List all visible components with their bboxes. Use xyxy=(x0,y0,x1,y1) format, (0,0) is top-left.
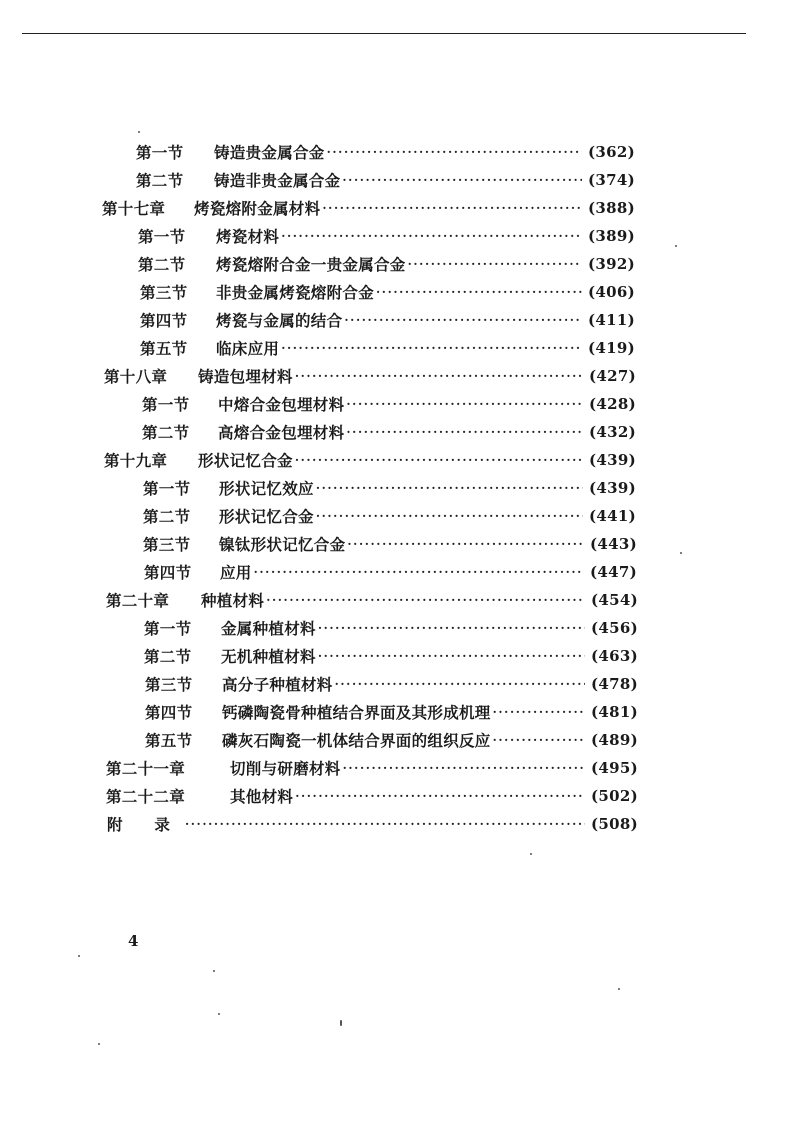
leader-dots xyxy=(295,782,585,810)
toc-entry-label: 第二十二章 xyxy=(106,787,186,806)
toc-entry-title: 形状记忆合金 xyxy=(198,451,293,470)
toc-entry xyxy=(145,670,638,698)
toc-entry-title: 非贵金属烤瓷熔附合金 xyxy=(216,283,375,302)
leader-dots xyxy=(346,418,583,446)
leader-dots xyxy=(493,698,585,726)
toc-entry-label: 第一节 xyxy=(142,395,190,414)
toc-entry-label: 第三节 xyxy=(145,675,193,694)
top-rule xyxy=(22,33,746,34)
leader-dots xyxy=(295,362,583,390)
scan-speck xyxy=(675,245,677,247)
toc-entry-title: 铸造非贵金属合金 xyxy=(214,171,341,190)
toc-entry xyxy=(144,558,637,586)
leader-dots xyxy=(185,810,585,838)
scan-speck xyxy=(530,853,532,855)
toc-entry-page: (411) xyxy=(587,311,635,329)
toc-entry-label: 第二节 xyxy=(138,255,186,274)
leader-dots xyxy=(343,754,585,782)
toc-entry xyxy=(138,222,635,250)
leader-dots xyxy=(327,138,582,166)
toc-entry-page: (454) xyxy=(590,591,638,609)
toc-entry-page: (439) xyxy=(588,479,636,497)
toc-entry xyxy=(140,334,635,362)
scan-speck xyxy=(213,970,215,972)
toc-entry-label: 第五节 xyxy=(140,339,188,358)
toc-entry-title: 高熔合金包埋材料 xyxy=(218,423,345,442)
toc-entry xyxy=(143,502,636,530)
leader-dots xyxy=(254,558,584,586)
toc-entry xyxy=(142,418,636,446)
toc-entry-page: (374) xyxy=(587,171,635,189)
toc-entry-label: 第十七章 xyxy=(102,199,166,218)
toc-appendix xyxy=(107,810,638,838)
scan-speck xyxy=(138,131,140,133)
toc-chapter xyxy=(106,782,638,810)
toc-entry xyxy=(140,306,635,334)
toc-entry-title: 应用 xyxy=(220,563,252,582)
toc-entry-page: (441) xyxy=(588,507,636,525)
toc-entry-page: (508) xyxy=(590,815,638,833)
toc-entry-label: 第十九章 xyxy=(104,451,168,470)
toc-entry-page: (419) xyxy=(587,339,635,357)
toc-entry xyxy=(144,642,638,670)
leader-dots xyxy=(281,334,582,362)
toc-entry-label: 第四节 xyxy=(144,563,192,582)
toc-entry xyxy=(143,474,636,502)
leader-dots xyxy=(342,166,582,194)
toc-entry-title: 金属种植材料 xyxy=(221,619,316,638)
toc-entry-label: 第二节 xyxy=(144,647,192,666)
toc-entry xyxy=(136,166,635,194)
toc-entry-page: (427) xyxy=(588,367,636,385)
toc-entry xyxy=(145,726,638,754)
toc-entry-title: 磷灰石陶瓷一机体结合界面的组织反应 xyxy=(222,731,491,750)
toc-entry-title: 中熔合金包埋材料 xyxy=(218,395,345,414)
toc-entry-label: 第一节 xyxy=(136,143,184,162)
toc-entry xyxy=(142,390,636,418)
toc-entry-label: 第二十章 xyxy=(106,591,170,610)
toc-chapter xyxy=(104,446,636,474)
leader-dots xyxy=(344,306,582,334)
leader-dots xyxy=(318,642,585,670)
toc-entry-page: (389) xyxy=(587,227,635,245)
toc-entry-label: 第五节 xyxy=(145,731,193,750)
toc-entry-page: (439) xyxy=(588,451,636,469)
toc-entry-page: (463) xyxy=(590,647,638,665)
toc-entry-label: 第三节 xyxy=(143,535,191,554)
toc-entry-page: (388) xyxy=(587,199,635,217)
leader-dots xyxy=(316,474,583,502)
toc-entry-page: (489) xyxy=(590,731,638,749)
toc-entry-label: 第一节 xyxy=(143,479,191,498)
toc-entry-page: (443) xyxy=(589,535,637,553)
toc-entry-title: 无机种植材料 xyxy=(221,647,316,666)
leader-dots xyxy=(318,614,585,642)
toc-entry-title: 烤瓷材料 xyxy=(216,227,280,246)
leader-dots xyxy=(347,530,584,558)
toc-entry-page: (447) xyxy=(589,563,637,581)
scan-speck xyxy=(340,1020,342,1026)
toc-entry-page: (392) xyxy=(587,255,635,273)
toc-entry-title: 钙磷陶瓷骨种植结合界面及其形成机理 xyxy=(222,703,491,722)
toc-entry-page: (432) xyxy=(588,423,636,441)
toc-entry-label: 第十八章 xyxy=(104,367,168,386)
toc-entry-label: 附 录 xyxy=(107,815,171,834)
scan-speck xyxy=(98,1043,100,1045)
toc-entry-title: 铸造贵金属合金 xyxy=(214,143,325,162)
toc-entry-page: (481) xyxy=(590,703,638,721)
toc-entry-title: 高分子种植材料 xyxy=(222,675,333,694)
toc-entry-page: (456) xyxy=(590,619,638,637)
toc-entry-label: 第二节 xyxy=(142,423,190,442)
leader-dots xyxy=(266,586,585,614)
toc-entry-title: 形状记忆效应 xyxy=(219,479,314,498)
toc-entry xyxy=(138,250,635,278)
toc-entry-label: 第二节 xyxy=(136,171,184,190)
scan-speck xyxy=(78,955,80,957)
toc-entry-page: (362) xyxy=(587,143,635,161)
toc-entry-title: 烤瓷熔附金属材料 xyxy=(194,199,321,218)
toc-entry xyxy=(145,698,638,726)
scan-speck xyxy=(618,988,620,990)
toc-entry xyxy=(140,278,635,306)
toc-entry-label: 第一节 xyxy=(144,619,192,638)
leader-dots xyxy=(281,222,582,250)
toc-entry-title: 切削与研磨材料 xyxy=(230,759,341,778)
toc-chapter xyxy=(104,362,636,390)
toc-entry-title: 临床应用 xyxy=(216,339,280,358)
toc-entry-page: (495) xyxy=(590,759,638,777)
toc-entry-label: 第二十一章 xyxy=(106,759,186,778)
toc-entry xyxy=(136,138,635,166)
leader-dots xyxy=(316,502,583,530)
leader-dots xyxy=(322,194,582,222)
toc-entry-title: 形状记忆合金 xyxy=(219,507,314,526)
toc-entry-title: 镍钛形状记忆合金 xyxy=(219,535,346,554)
toc-entry-label: 第二节 xyxy=(143,507,191,526)
scan-speck xyxy=(218,1013,220,1015)
toc-entry-label: 第四节 xyxy=(145,703,193,722)
leader-dots xyxy=(295,446,583,474)
toc-entry-label: 第四节 xyxy=(140,311,188,330)
leader-dots xyxy=(376,278,582,306)
toc-entry-page: (406) xyxy=(587,283,635,301)
toc-entry-label: 第一节 xyxy=(138,227,186,246)
leader-dots xyxy=(493,726,585,754)
toc-entry-page: (428) xyxy=(588,395,636,413)
toc-entry xyxy=(143,530,637,558)
toc-entry-title: 烤瓷与金属的结合 xyxy=(216,311,343,330)
leader-dots xyxy=(408,250,582,278)
toc-entry-title: 种植材料 xyxy=(201,591,265,610)
toc-entry-title: 其他材料 xyxy=(230,787,294,806)
toc-entry-page: (478) xyxy=(590,675,638,693)
toc-entry-label: 第三节 xyxy=(140,283,188,302)
toc-entry-title: 烤瓷熔附合金一贵金属合金 xyxy=(216,255,406,274)
toc-chapter xyxy=(106,754,638,782)
leader-dots xyxy=(335,670,585,698)
toc-chapter xyxy=(106,586,638,614)
scan-speck xyxy=(680,552,682,554)
toc-chapter xyxy=(102,194,635,222)
page-number: 4 xyxy=(128,932,139,950)
toc-entry-title: 铸造包埋材料 xyxy=(198,367,293,386)
toc-entry-page: (502) xyxy=(590,787,638,805)
leader-dots xyxy=(346,390,583,418)
toc-entry xyxy=(144,614,638,642)
